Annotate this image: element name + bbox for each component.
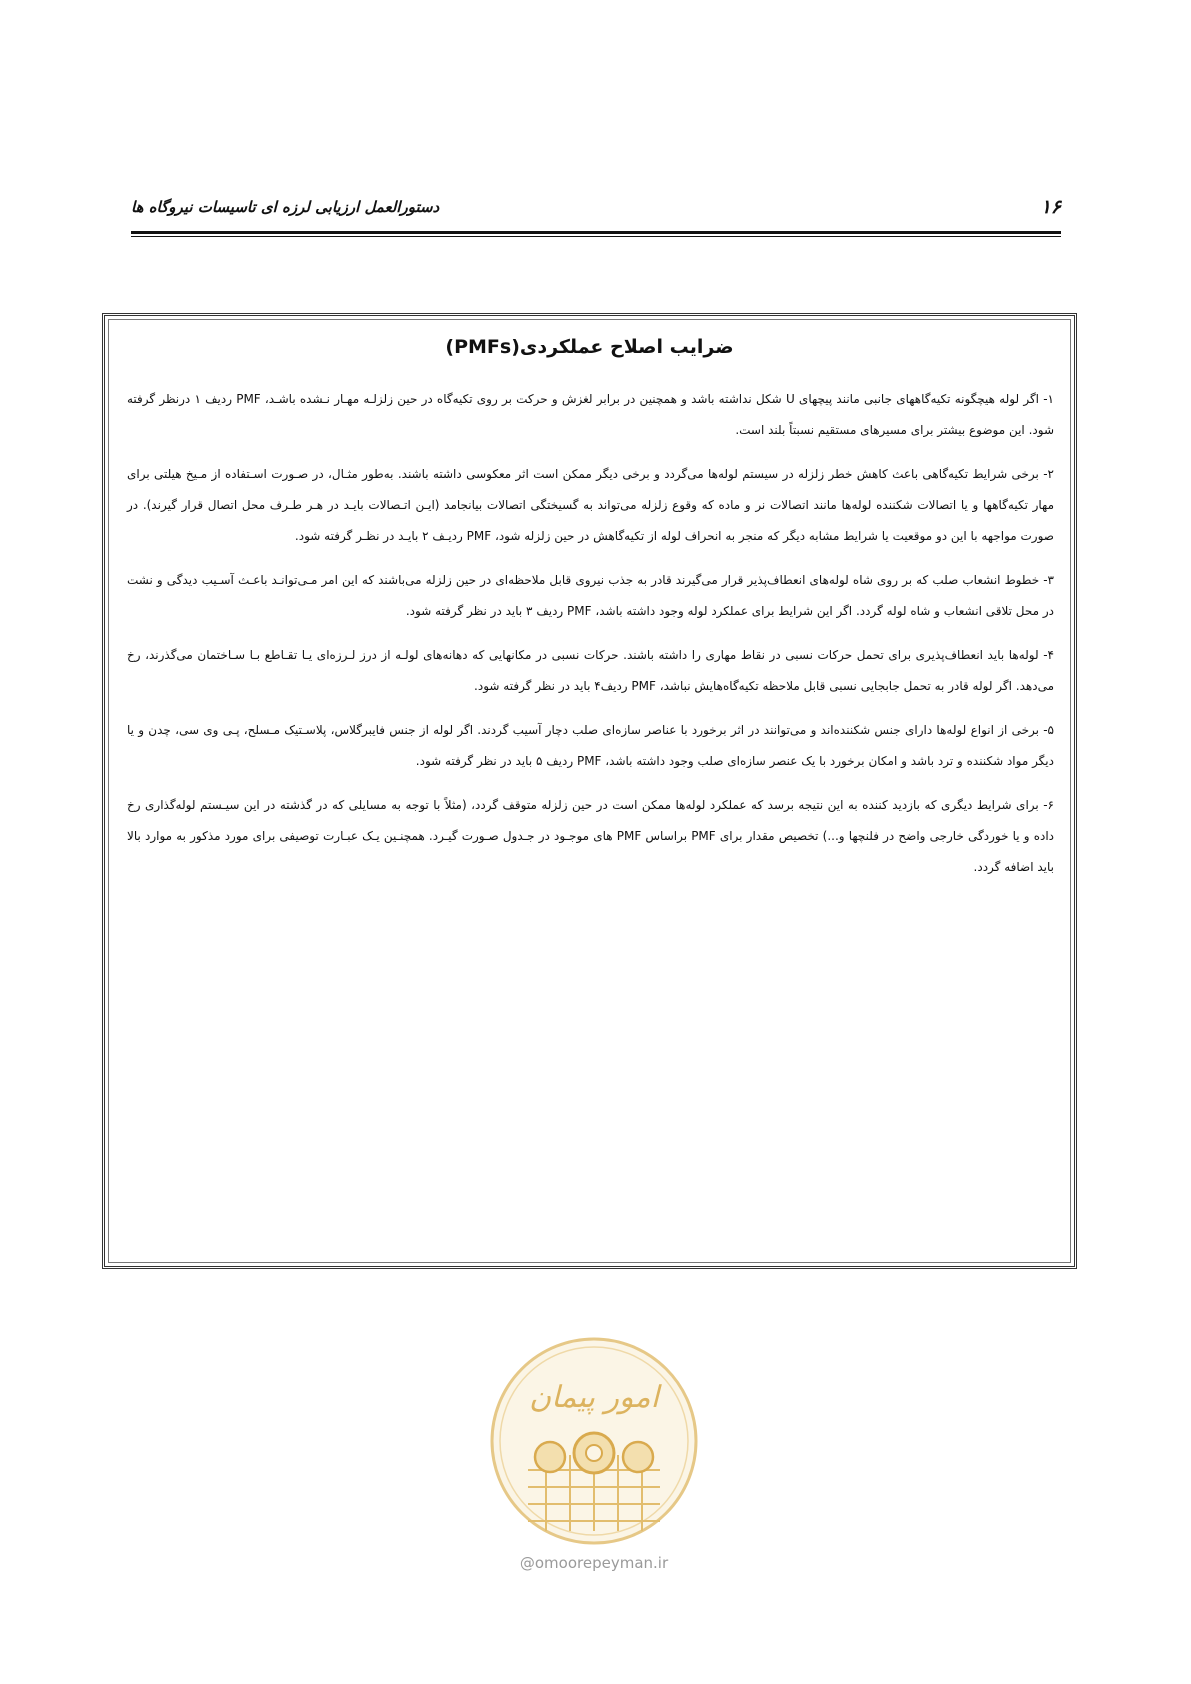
watermark-logo	[488, 1335, 700, 1547]
paragraph-6: ۶- برای شرایط دیگری که بازدید کننده به این نتیجه برسد که عملکرد لوله‌ها ممکن است در حین زلزله متوقف گردد، (مثلاً با توجه به مسایلی که در گذشته در این سیـستم لوله‌گذاری رخ داده و یا خوردگی خارجی واضح در فلنچها و...) تخصیص مقدار برای PMF براساس PMF های موجـود در جـدول صـورت گیـرد. همچنـین یـک عبـارت توصیفی برای مورد مذکور به موارد بالا باید اضافه گردد.	[127, 798, 1054, 874]
paragraph-4: ۴- لوله‌ها باید انعطاف‌پذیری برای تحمل حرکات نسبی در نقاط مهاری را داشته باشند. حرکات نسبی در مکانهایی که دهانه‌های لولـه از درز لـرزه‌ای یـا تقـاطع بـا سـاختمان می‌گذرند، رخ می‌دهد. اگر لوله قادر به تحمل جابجایی نسبی قابل ملاحظه تکیه‌گاه‌هایش نباشد، PMF ردیف۴ باید در نظر گرفته شود.	[127, 648, 1054, 693]
paragraph-1: ۱- اگر لوله هیچگونه تکیه‌گاههای جانبی مانند پیچهای U شکل نداشته باشد و همچنین در برابر لغزش و حرکت بر روی تکیه‌گاه در حین زلزلـه مهـار نـشده باشـد، PMF ردیف ۱ درنظر گرفته شود. این موضوع بیشتر برای مسیرهای مستقیم نسبتاً بلند است.	[127, 392, 1054, 437]
running-title: دستورالعمل ارزیابی لرزه ای تاسیسات نیروگاه ها	[131, 198, 440, 216]
logo-crane-icon	[623, 1442, 653, 1472]
header-rule	[131, 231, 1061, 237]
logo-script-text: امور پیمان	[529, 1380, 659, 1415]
content-box	[102, 313, 1077, 1269]
section-title: ضرایب اصلاح عملکردی(PMFs)	[445, 336, 734, 358]
logo-scales-icon	[535, 1442, 565, 1472]
paragraph-5: ۵- برخی از انواع لوله‌ها دارای جنس شکننده‌اند و می‌توانند در اثر برخورد با عناصر سازه‌ای صلب دچار آسیب گردند. اگر لوله از جنس فایبرگلاس، پلاسـتیک مـسلح، پـی وی سی، چدن و یا دیگر مواد شکننده و ترد باشد و امکان برخورد با یک عنصر سازه‌ای صلب وجود داشته باشد، PMF ردیف ۵ باید در نظر گرفته شود.	[127, 723, 1054, 768]
paragraph-2: ۲- برخی شرایط تکیه‌گاهی باعث کاهش خطر زلزله در سیستم لوله‌ها می‌گردد و برخی دیگر ممکن است اثر معکوسی داشته باشند. به‌طور مثـال، در صـورت اسـتفاده از مـیخ هیلتی برای مهار تکیه‌گاهها و یا اتصالات شکننده لوله‌ها مانند اتصالات نر و ماده که وقوع زلزله می‌تواند به گسیختگی اتصالات بیانجامد (ایـن اتـصالات بایـد در هـر طـرف محل اتصال قرار گیرند). در صورت مواجهه با این دو موقعیت یا شرایط مشابه دیگر که منجر به انحراف لوله از تکیه‌گاهش در حین زلزله شود، PMF ردیـف ۲ بایـد در نظـر گرفته شود.	[127, 467, 1054, 543]
paragraph-3: ۳- خطوط انشعاب صلب که بر روی شاه لوله‌های انعطاف‌پذیر قرار می‌گیرند قادر به جذب نیروی قابل ملاحظه‌ای در حین زلزله می‌باشند که این امر مـی‌توانـد باعـث آسـیب دیدگی و نشت در محل تلاقی انشعاب و شاه لوله گردد. اگر این شرایط برای عملکرد لوله وجود داشته باشد، PMF ردیف ۳ باید در نظر گرفته شود.	[127, 573, 1054, 618]
paragraph-list	[127, 384, 1054, 896]
site-url: omoorepeyman.ir	[534, 1554, 669, 1572]
at-icon: @	[519, 1554, 535, 1572]
page-number: ۱۶	[1040, 196, 1061, 218]
site-watermark	[494, 1554, 694, 1572]
page-header	[131, 196, 1061, 224]
